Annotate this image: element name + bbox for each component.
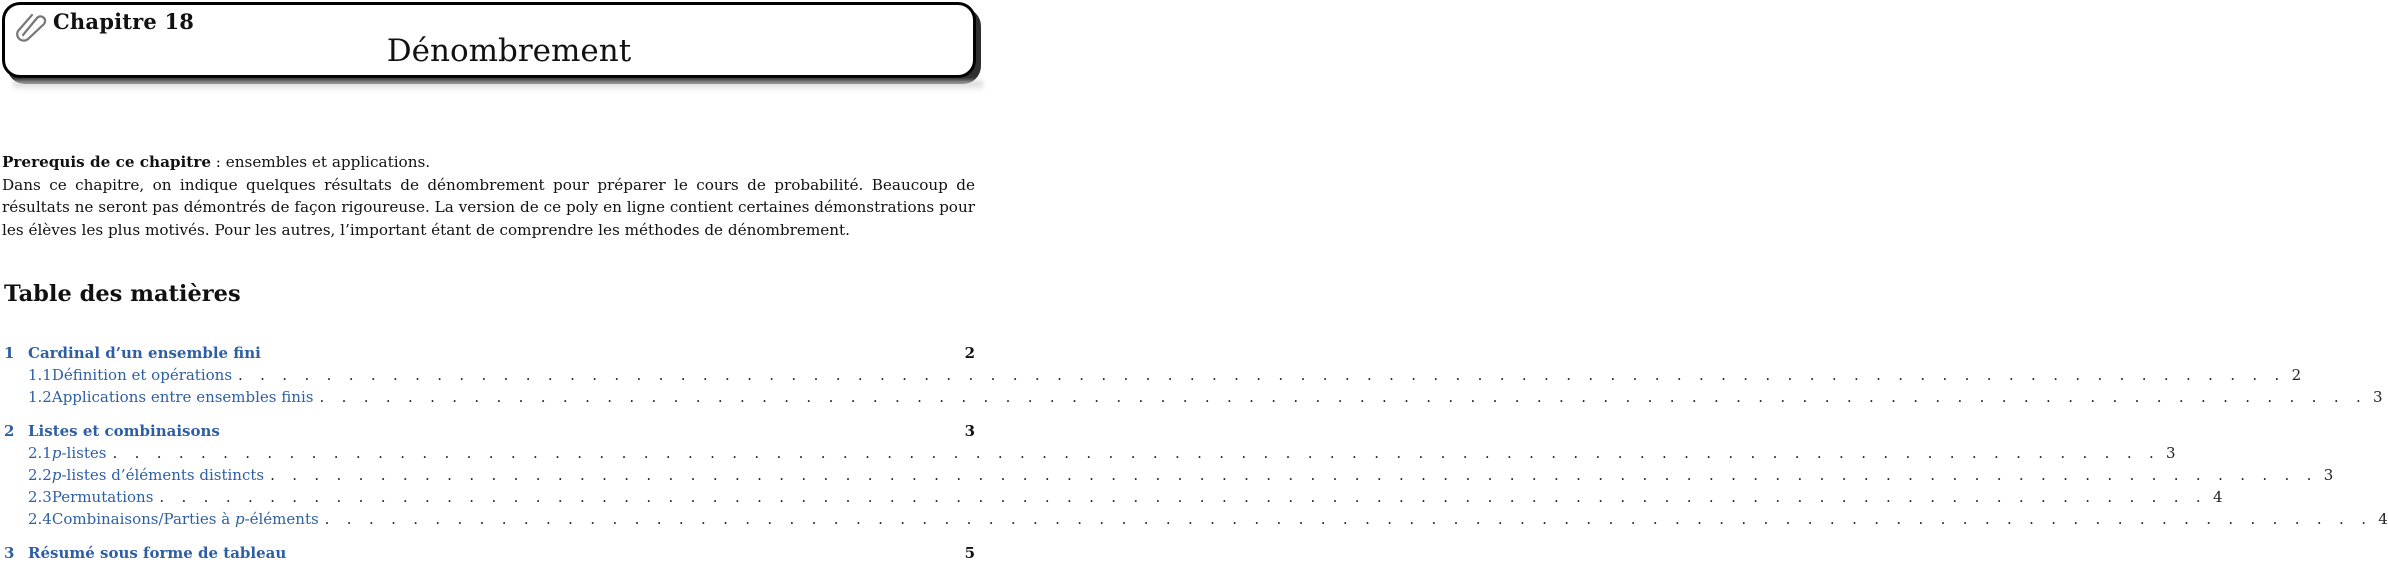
chapter-label: Chapitre 18 — [53, 9, 195, 34]
toc-subsection-page: 4 — [2378, 510, 2388, 528]
toc-subsection-title[interactable]: Définition et opérations — [51, 366, 233, 384]
toc-leader-dots: . . . . . . . . . . . . . . . . . . . . . . . . . . . . . . . . . . . . . . . . . . . . . . . . . . . . . . . . . . . . . . . . . . . . . . . . . . . . . . . . . . . . . . . . . . . . . — [270, 466, 2318, 484]
toc-subsection-page: 2 — [2291, 366, 2302, 384]
toc-section-title[interactable]: Cardinal d’un ensemble fini — [28, 344, 261, 362]
toc-subsection-2-3[interactable] — [4, 486, 2223, 508]
banner-shadow — [13, 81, 983, 91]
toc-subsection-page: 4 — [2213, 488, 2223, 506]
toc-section-title[interactable]: Listes et combinaisons — [28, 422, 220, 440]
math-variable: p — [51, 444, 62, 462]
toc-section-page: 3 — [964, 422, 975, 440]
toc-subsection-2-4[interactable] — [4, 508, 2388, 530]
toc-leader-dots: . . . . . . . . . . . . . . . . . . . . . . . . . . . . . . . . . . . . . . . . . . . . . . . . . . . . . . . . . . . . . . . . . . . . . . . . . . . . . . . . . . . . . . . . . . . . . — [319, 388, 2368, 406]
toc-subsection-title-text: -listes d’éléments distincts — [61, 466, 265, 484]
toc-section-2[interactable] — [4, 420, 975, 442]
toc-section-3[interactable] — [4, 542, 975, 564]
chapter-banner — [2, 2, 976, 78]
toc-subsection-title-tail: -éléments — [244, 510, 319, 528]
toc-leader-dots: . . . . . . . . . . . . . . . . . . . . . . . . . . . . . . . . . . . . . . . . . . . . . . . . . . . . . . . . . . . . . . . . . . . . . . . . . . . . . . . . . . . . . . . . . . . . . — [159, 488, 2207, 506]
toc-section-page: 5 — [964, 544, 975, 562]
prereq-text: : ensembles et applications. — [210, 153, 431, 171]
toc-subsection-2-2[interactable] — [4, 464, 2334, 486]
toc-subsection-title[interactable]: Permutations — [51, 488, 154, 506]
toc-section-1[interactable] — [4, 342, 975, 364]
toc-subsection-1-1[interactable] — [4, 364, 2302, 386]
toc-subsection-1-2[interactable] — [4, 386, 2383, 408]
toc-subsection-title[interactable]: Applications entre ensembles finis — [51, 388, 314, 406]
toc-subsection-page: 3 — [2323, 466, 2334, 484]
toc-subsection-2-1[interactable] — [4, 442, 2176, 464]
intro-paragraph: Dans ce chapitre, on indique quelques résultats de dénombrement pour préparer le cours de probabilité. Beaucoup de résultats ne seront pas démontrés de façon rigoureuse. La version de ce poly en ligne contient certaines démonstrations pour les élèves les plus motivés. Pour les autres, l’important étant de comprendre les méthodes de dénombrement. — [2, 175, 975, 239]
toc-leader-dots: . . . . . . . . . . . . . . . . . . . . . . . . . . . . . . . . . . . . . . . . . . . . . . . . . . . . . . . . . . . . . . . . . . . . . . . . . . . . . . . . . . . . . . . . . . . . . — [112, 444, 2161, 462]
math-variable: p — [234, 510, 245, 528]
intro-block — [2, 151, 975, 241]
toc-subsection-page: 3 — [2166, 444, 2176, 462]
toc-subsection-title-text: -listes — [61, 444, 107, 462]
toc-subsection-number: 2.1 — [28, 444, 52, 462]
toc-subsection-number: 1.1 — [28, 366, 52, 384]
table-of-contents — [4, 342, 2388, 564]
prereq-label: Prerequis de ce chapitre — [2, 153, 211, 171]
prerequisites-line — [2, 151, 975, 174]
toc-subsection-page: 3 — [2373, 388, 2383, 406]
toc-section-page: 2 — [964, 344, 975, 362]
toc-subsection-number: 1.2 — [28, 388, 52, 406]
toc-leader-dots: . . . . . . . . . . . . . . . . . . . . . . . . . . . . . . . . . . . . . . . . . . . . . . . . . . . . . . . . . . . . . . . . . . . . . . . . . . . . . . . . . . . . . . . . . . . . . — [238, 366, 2286, 384]
chapter-title: Dénombrement — [386, 33, 632, 69]
toc-leader-dots: . . . . . . . . . . . . . . . . . . . . . . . . . . . . . . . . . . . . . . . . . . . . . . . . . . . . . . . . . . . . . . . . . . . . . . . . . . . . . . . . . . . . . . . . . . . . . — [324, 510, 2373, 528]
toc-section-title[interactable]: Résumé sous forme de tableau — [28, 544, 287, 562]
toc-subsection-number: 2.3 — [28, 488, 52, 506]
toc-section-number: 2 — [4, 422, 15, 440]
toc-subsection-number: 2.4 — [28, 510, 52, 528]
toc-subsection-title-text: Combinaisons/Parties à — [51, 510, 235, 528]
math-variable: p — [51, 466, 62, 484]
toc-heading: Table des matières — [4, 281, 241, 307]
toc-subsection-title[interactable] — [52, 442, 107, 464]
toc-section-number: 3 — [4, 544, 15, 562]
toc-subsection-title[interactable] — [52, 464, 264, 486]
toc-subsection-title[interactable] — [52, 508, 319, 530]
toc-section-number: 1 — [4, 344, 15, 362]
toc-subsection-number: 2.2 — [28, 466, 52, 484]
